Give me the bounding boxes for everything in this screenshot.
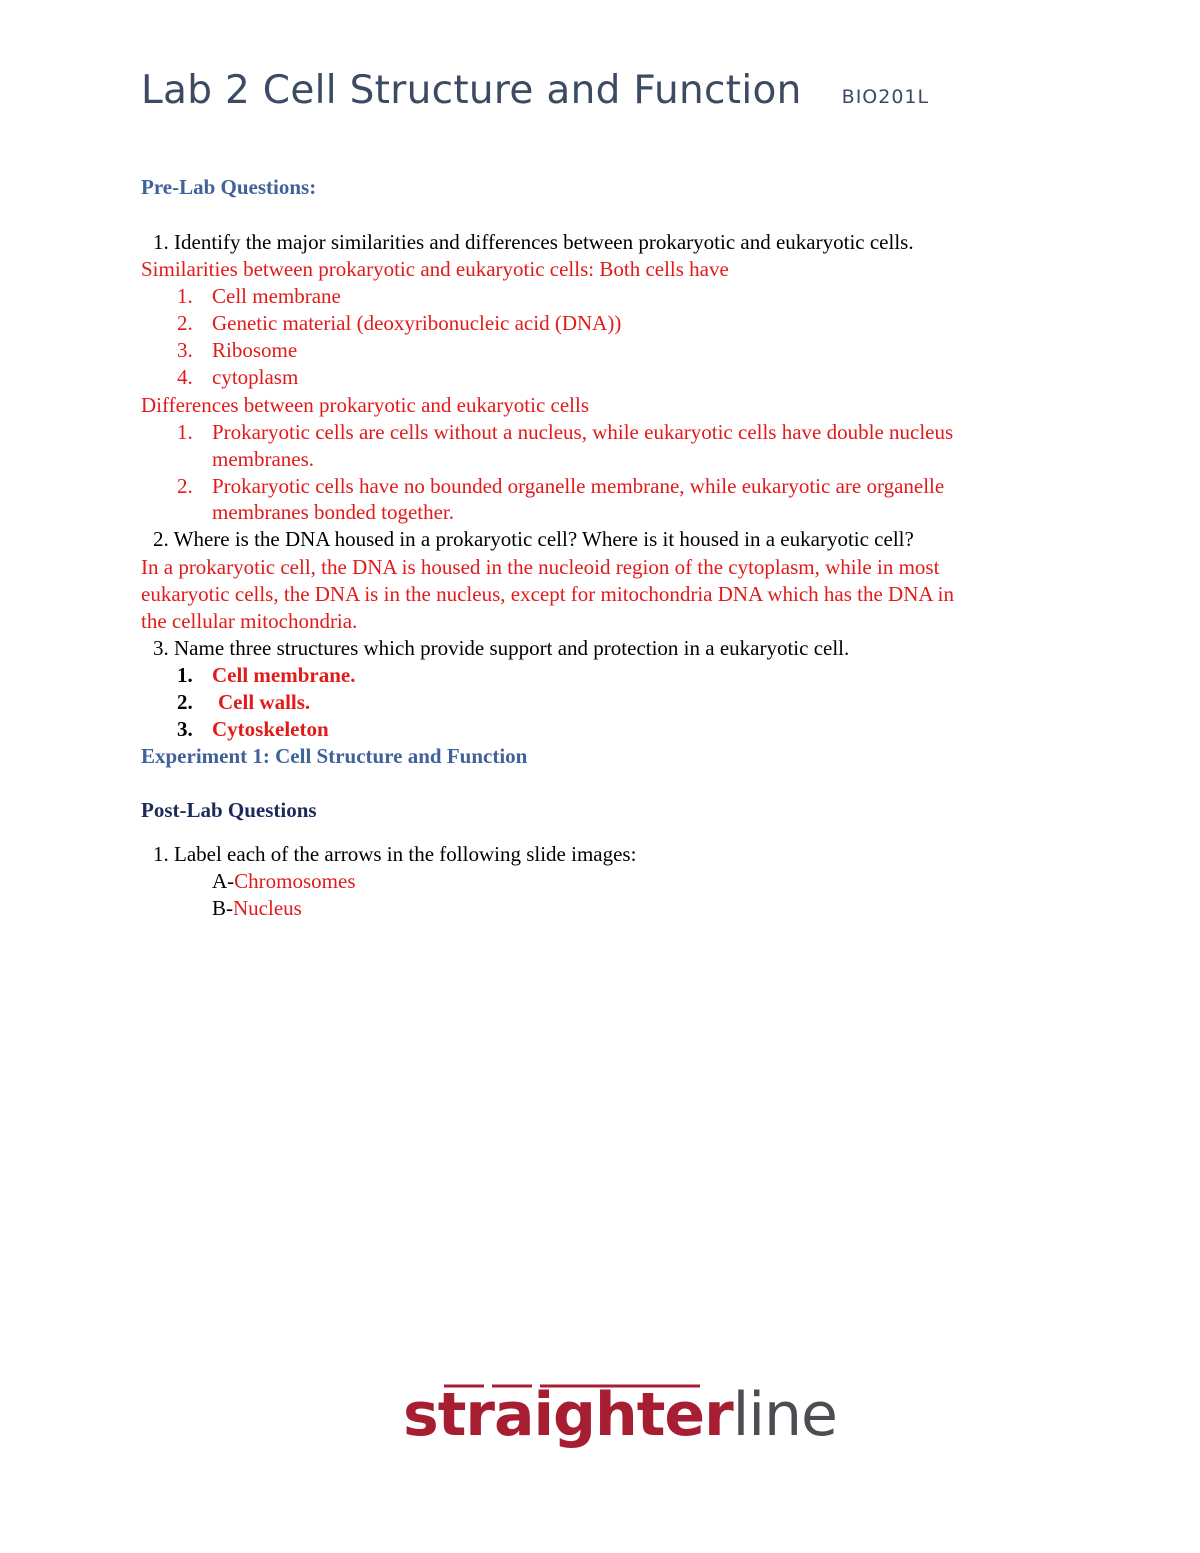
question-number: 1. bbox=[153, 230, 169, 254]
course-code: BIO201L bbox=[841, 86, 930, 108]
difference-item: 2. Prokaryotic cells have no bounded organelle membrane, while eukaryotic are organelle bbox=[177, 474, 945, 498]
prelab-question-3 bbox=[153, 635, 849, 662]
similarity-item: 2. Genetic material (deoxyribonucleic acid (DNA)) bbox=[177, 311, 622, 335]
arrow-label-a: A-Chromosomes bbox=[212, 869, 356, 893]
question-text: Where is the DNA housed in a prokaryotic cell? Where is it housed in a eukaryotic cell? bbox=[173, 527, 914, 551]
question-text: Label each of the arrows in the following slide images: bbox=[174, 842, 637, 866]
structure-answer: 2. Cell walls. bbox=[177, 690, 311, 714]
answer-line: eukaryotic cells, the DNA is in the nucleus, except for mitochondria DNA which has the DNA in bbox=[141, 582, 954, 606]
answer-line: In a prokaryotic cell, the DNA is housed in the nucleoid region of the cytoplasm, while in most bbox=[141, 555, 940, 579]
postlab-heading: Post-Lab Questions bbox=[141, 798, 317, 822]
title-row bbox=[141, 68, 929, 113]
straighterline-logo: straighterline bbox=[403, 1380, 837, 1450]
arrow-label-b: B-Nucleus bbox=[212, 896, 302, 920]
experiment-heading: Experiment 1: Cell Structure and Function bbox=[141, 744, 528, 768]
difference-item-cont: membranes. bbox=[212, 447, 315, 471]
structure-answer: 1. Cell membrane. bbox=[177, 663, 356, 687]
question-number: 2. bbox=[153, 527, 169, 551]
question-number: 3. bbox=[153, 636, 169, 660]
question-number: 1. bbox=[153, 842, 169, 866]
answer-line: the cellular mitochondria. bbox=[141, 609, 358, 633]
page-title: Lab 2 Cell Structure and Function bbox=[141, 68, 802, 113]
difference-item-cont: membranes bonded together. bbox=[212, 500, 455, 524]
similarity-item: 3. Ribosome bbox=[177, 338, 298, 362]
prelab-question-2 bbox=[153, 526, 914, 553]
difference-item: 1. Prokaryotic cells are cells without a nucleus, while eukaryotic cells have double nucleus bbox=[177, 420, 954, 444]
question-text: Name three structures which provide support and protection in a eukaryotic cell. bbox=[174, 636, 850, 660]
prelab-heading: Pre-Lab Questions: bbox=[141, 175, 317, 199]
differences-intro: Differences between prokaryotic and eukaryotic cells bbox=[141, 393, 589, 417]
postlab-question-1 bbox=[153, 841, 636, 868]
similarity-item: 1. Cell membrane bbox=[177, 284, 341, 308]
structure-answer: 3. Cytoskeleton bbox=[177, 717, 329, 741]
prelab-question-1 bbox=[153, 229, 914, 256]
similarity-item: 4. cytoplasm bbox=[177, 365, 299, 389]
question-text: Identify the major similarities and differences between prokaryotic and eukaryotic cells. bbox=[174, 230, 914, 254]
similarities-intro: Similarities between prokaryotic and eukaryotic cells: Both cells have bbox=[141, 257, 729, 281]
